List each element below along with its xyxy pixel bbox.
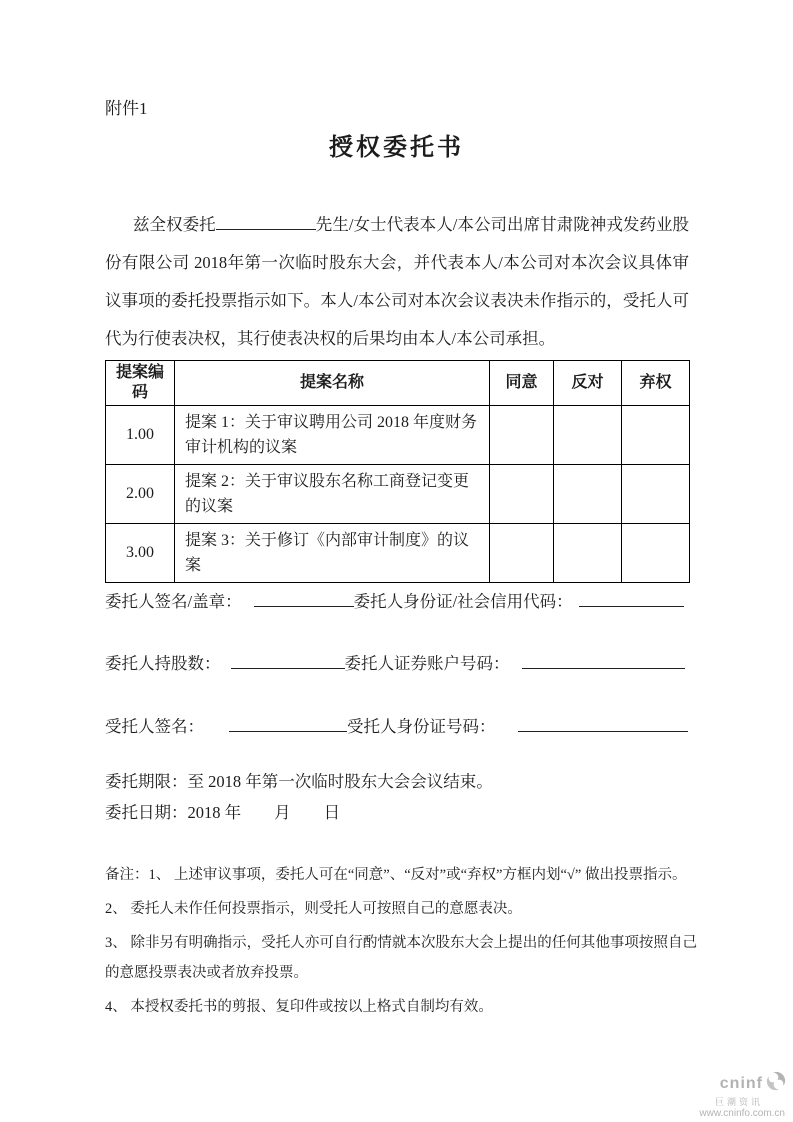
intro-prefix: 兹全权委托: [133, 215, 216, 234]
table-row: [106, 465, 690, 524]
note-item: 备注：1、 上述审议事项，委托人可在“同意”、“反对”或“弃权”方框内划“√” 做出投票指示。: [105, 867, 687, 883]
vote-cell-against: [554, 406, 622, 465]
principal-signature-row: [105, 588, 705, 612]
header-proposal-name: 提案名称: [175, 361, 490, 406]
vote-cell-agree: [490, 524, 554, 583]
attachment-label: 附件1: [105, 99, 148, 118]
proposal-name: 提案 2：关于审议股东名称工商登记变更的议案: [175, 465, 490, 524]
cninfo-chinese-name: 巨潮资讯: [714, 1096, 763, 1107]
page-title: 授权委托书: [329, 134, 464, 161]
principal-id-label: 委托人身份证/社会信用代码：: [353, 592, 573, 611]
header-agree: 同意: [490, 361, 554, 406]
proposal-name: 提案 3：关于修订《内部审计制度》的议案: [175, 524, 490, 583]
principal-account-blank: [522, 654, 685, 669]
table-header-row: [106, 361, 690, 406]
proposal-code: 3.00: [106, 524, 175, 583]
principal-id-blank: [579, 592, 684, 607]
proxy-signature-label: 受托人签名：: [105, 717, 204, 736]
vote-cell-against: [554, 465, 622, 524]
header-abstain: 弃权: [622, 361, 690, 406]
proposal-code: 2.00: [106, 465, 175, 524]
table-row: [106, 406, 690, 465]
intro-body: 先生/女士代表本人/本公司出席甘肃陇神戎发药业股份有限公司 2018年第一次临时股东大会，并代表本人/本公司对本次会议具体审议事项的委托投票指示如下。本人/本公司对本次会议表决未作指示的，受托人可代为行使表决权，其行使表决权的后果均由本人/本公司承担。: [105, 215, 690, 348]
note-item: 4、 本授权委托书的剪报、复印件或按以上格式自制均有效。: [105, 999, 493, 1015]
proxy-signature-row: [105, 713, 705, 737]
vote-cell-abstain: [622, 524, 690, 583]
notes-section: [105, 860, 697, 1026]
vote-cell-agree: [490, 465, 554, 524]
principal-shares-row: [105, 650, 705, 674]
proxy-signature-blank: [229, 717, 347, 732]
principal-account-label: 委托人证券账户号码：: [344, 654, 510, 673]
intro-paragraph: [105, 206, 689, 358]
vote-cell-against: [554, 524, 622, 583]
note-item: 2、 委托人未作任何投票指示，则受托人可按照自己的意愿表决。: [105, 901, 522, 917]
header-proposal-code: 提案编码: [106, 361, 175, 406]
principal-signature-label: 委托人签名/盖章：: [105, 592, 242, 611]
entrust-period: 委托期限：至 2018 年第一次临时股东大会会议结束。: [105, 772, 493, 791]
cninfo-logo: [657, 1070, 787, 1119]
proposal-name: 提案 1：关于审议聘用公司 2018 年度财务审计机构的议案: [175, 406, 490, 465]
table-row: [106, 524, 690, 583]
entrust-date: 委托日期：2018 年 月 日: [105, 803, 341, 822]
principal-signature-blank: [254, 592, 354, 607]
proposal-voting-table: [105, 360, 690, 583]
vote-cell-agree: [490, 406, 554, 465]
cninfo-url: www.cninfo.com.cn: [699, 1108, 785, 1120]
vote-cell-abstain: [622, 406, 690, 465]
principal-shares-label: 委托人持股数：: [105, 654, 221, 673]
vote-cell-abstain: [622, 465, 690, 524]
note-item: 3、 除非另有明确指示，受托人亦可自行酌情就本次股东大会上提出的任何其他事项按照自己的意愿投票表决或者放弃投票。: [105, 935, 697, 981]
proxy-id-label: 受托人身份证号码：: [347, 717, 496, 736]
principal-shares-blank: [231, 654, 345, 669]
attorney-name-blank: [216, 213, 316, 230]
proposal-code: 1.00: [106, 406, 175, 465]
proxy-id-blank: [518, 717, 688, 732]
cninfo-brand-text: cninf: [719, 1074, 763, 1092]
cninfo-swirl-icon: [765, 1070, 787, 1097]
header-against: 反对: [554, 361, 622, 406]
